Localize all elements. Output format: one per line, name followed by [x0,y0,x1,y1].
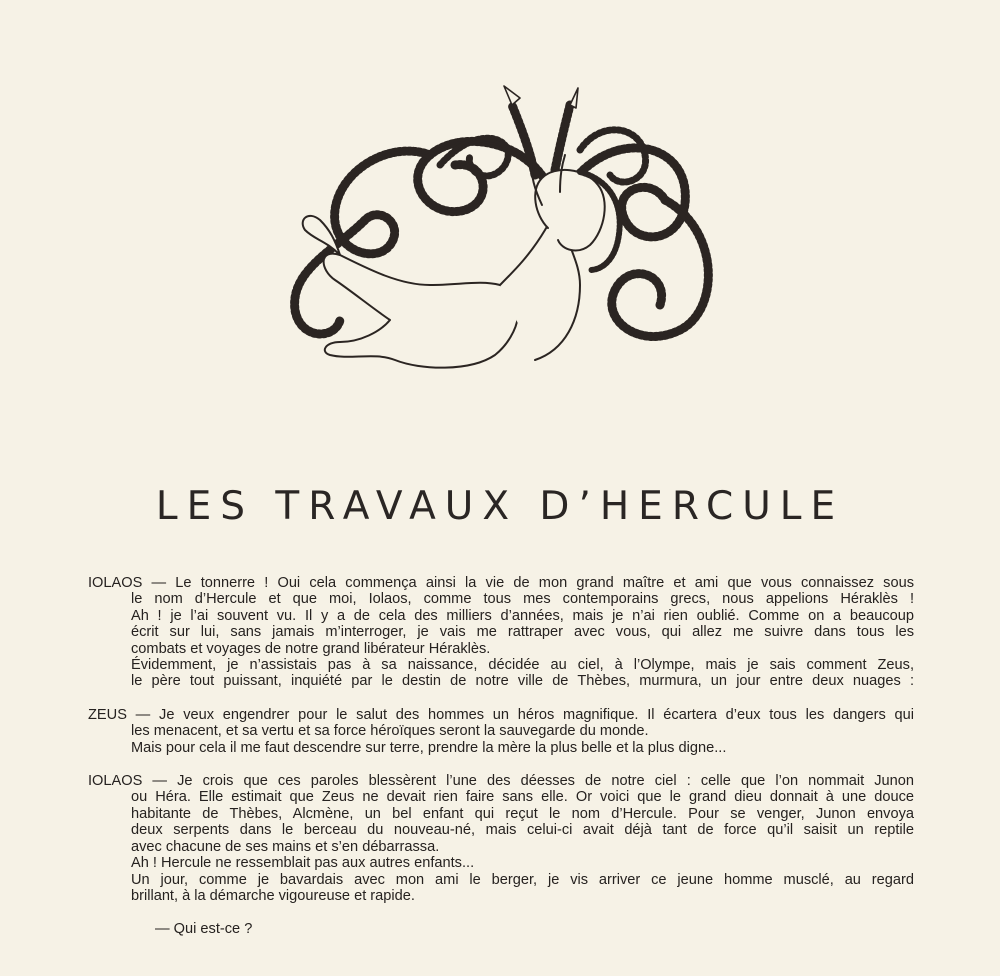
text-line: les menacent, et sa vertu et sa force héroïques seront la sauvegarde du monde. [131,723,649,740]
text-line: IOLAOS — Je crois que ces paroles blessèrent l’une des déesses de notre ciel : celle que l’on nommait Junon [88,773,914,790]
text-line: habitante de Thèbes, Alcmène, un bel enfant qui reçut le nom d’Hercule. Pour se venger, Junon envoya [131,805,914,822]
closing-question: — Qui est-ce ? [155,921,253,938]
text-line: ou Héra. Elle estimait que Zeus ne devait rien faire sans elle. Or voici que le grand dieu donnait à une douce [131,789,914,806]
text-line: brillant, à la démarche vigoureuse et rapide. [131,887,415,904]
paragraph-iolaos-1 [88,575,914,690]
text-line: IOLAOS — Le tonnerre ! Oui cela commença ainsi la vie de mon grand maître et ami que vous connaissez sous [88,575,914,591]
text-line: Un jour, comme je bavardais avec mon ami le berger, je vis arriver ce jeune homme musclé, au regard [131,871,914,888]
hercules-snakes-illustration [280,80,730,380]
text-line: Ah ! Hercule ne ressemblait pas aux autres enfants... [131,855,475,872]
text-line: écrit sur lui, sans jamais m’interroger, je vais me rattraper avec vous, qui allez me suivre dans tous les [131,624,914,641]
text-line: ZEUS — Je veux engendrer pour le salut des hommes un héros magnifique. Il écartera d’eux tous les dangers qui [88,706,914,723]
text-line: Évidemment, je n’assistais pas à sa naissance, décidée au ciel, à l’Olympe, mais je sais comment Zeus, [131,657,914,674]
text-line: avec chacune de ses mains et s’en débarrassa. [131,838,440,855]
text-line: Ah ! je l’ai souvent vu. Il y a de cela des milliers d’années, mais je n’ai rien oublié. Comme on a beaucoup [131,607,914,624]
text-line: deux serpents dans le berceau du nouveau-né, mais celui-ci avait déjà tant de force qu’il saisit un reptile [131,822,914,839]
dialogue-text [88,575,914,938]
text-line: Mais pour cela il me faut descendre sur terre, prendre la mère la plus belle et la plus digne... [131,739,727,756]
page-title: LES TRAVAUX D’HERCULE [155,484,845,530]
text-line: le père tout puissant, inquiété par le destin de notre ville de Thèbes, murmura, un jour entre deux nuages : [131,673,914,690]
text-line: combats et voyages de notre grand libérateur Héraklès. [131,640,491,657]
paragraph-zeus [88,707,914,756]
paragraph-iolaos-2 [88,773,914,904]
text-line: le nom d’Hercule et que moi, Iolaos, comme tous mes contemporains grecs, nous appelions Héraklès ! [131,591,914,608]
